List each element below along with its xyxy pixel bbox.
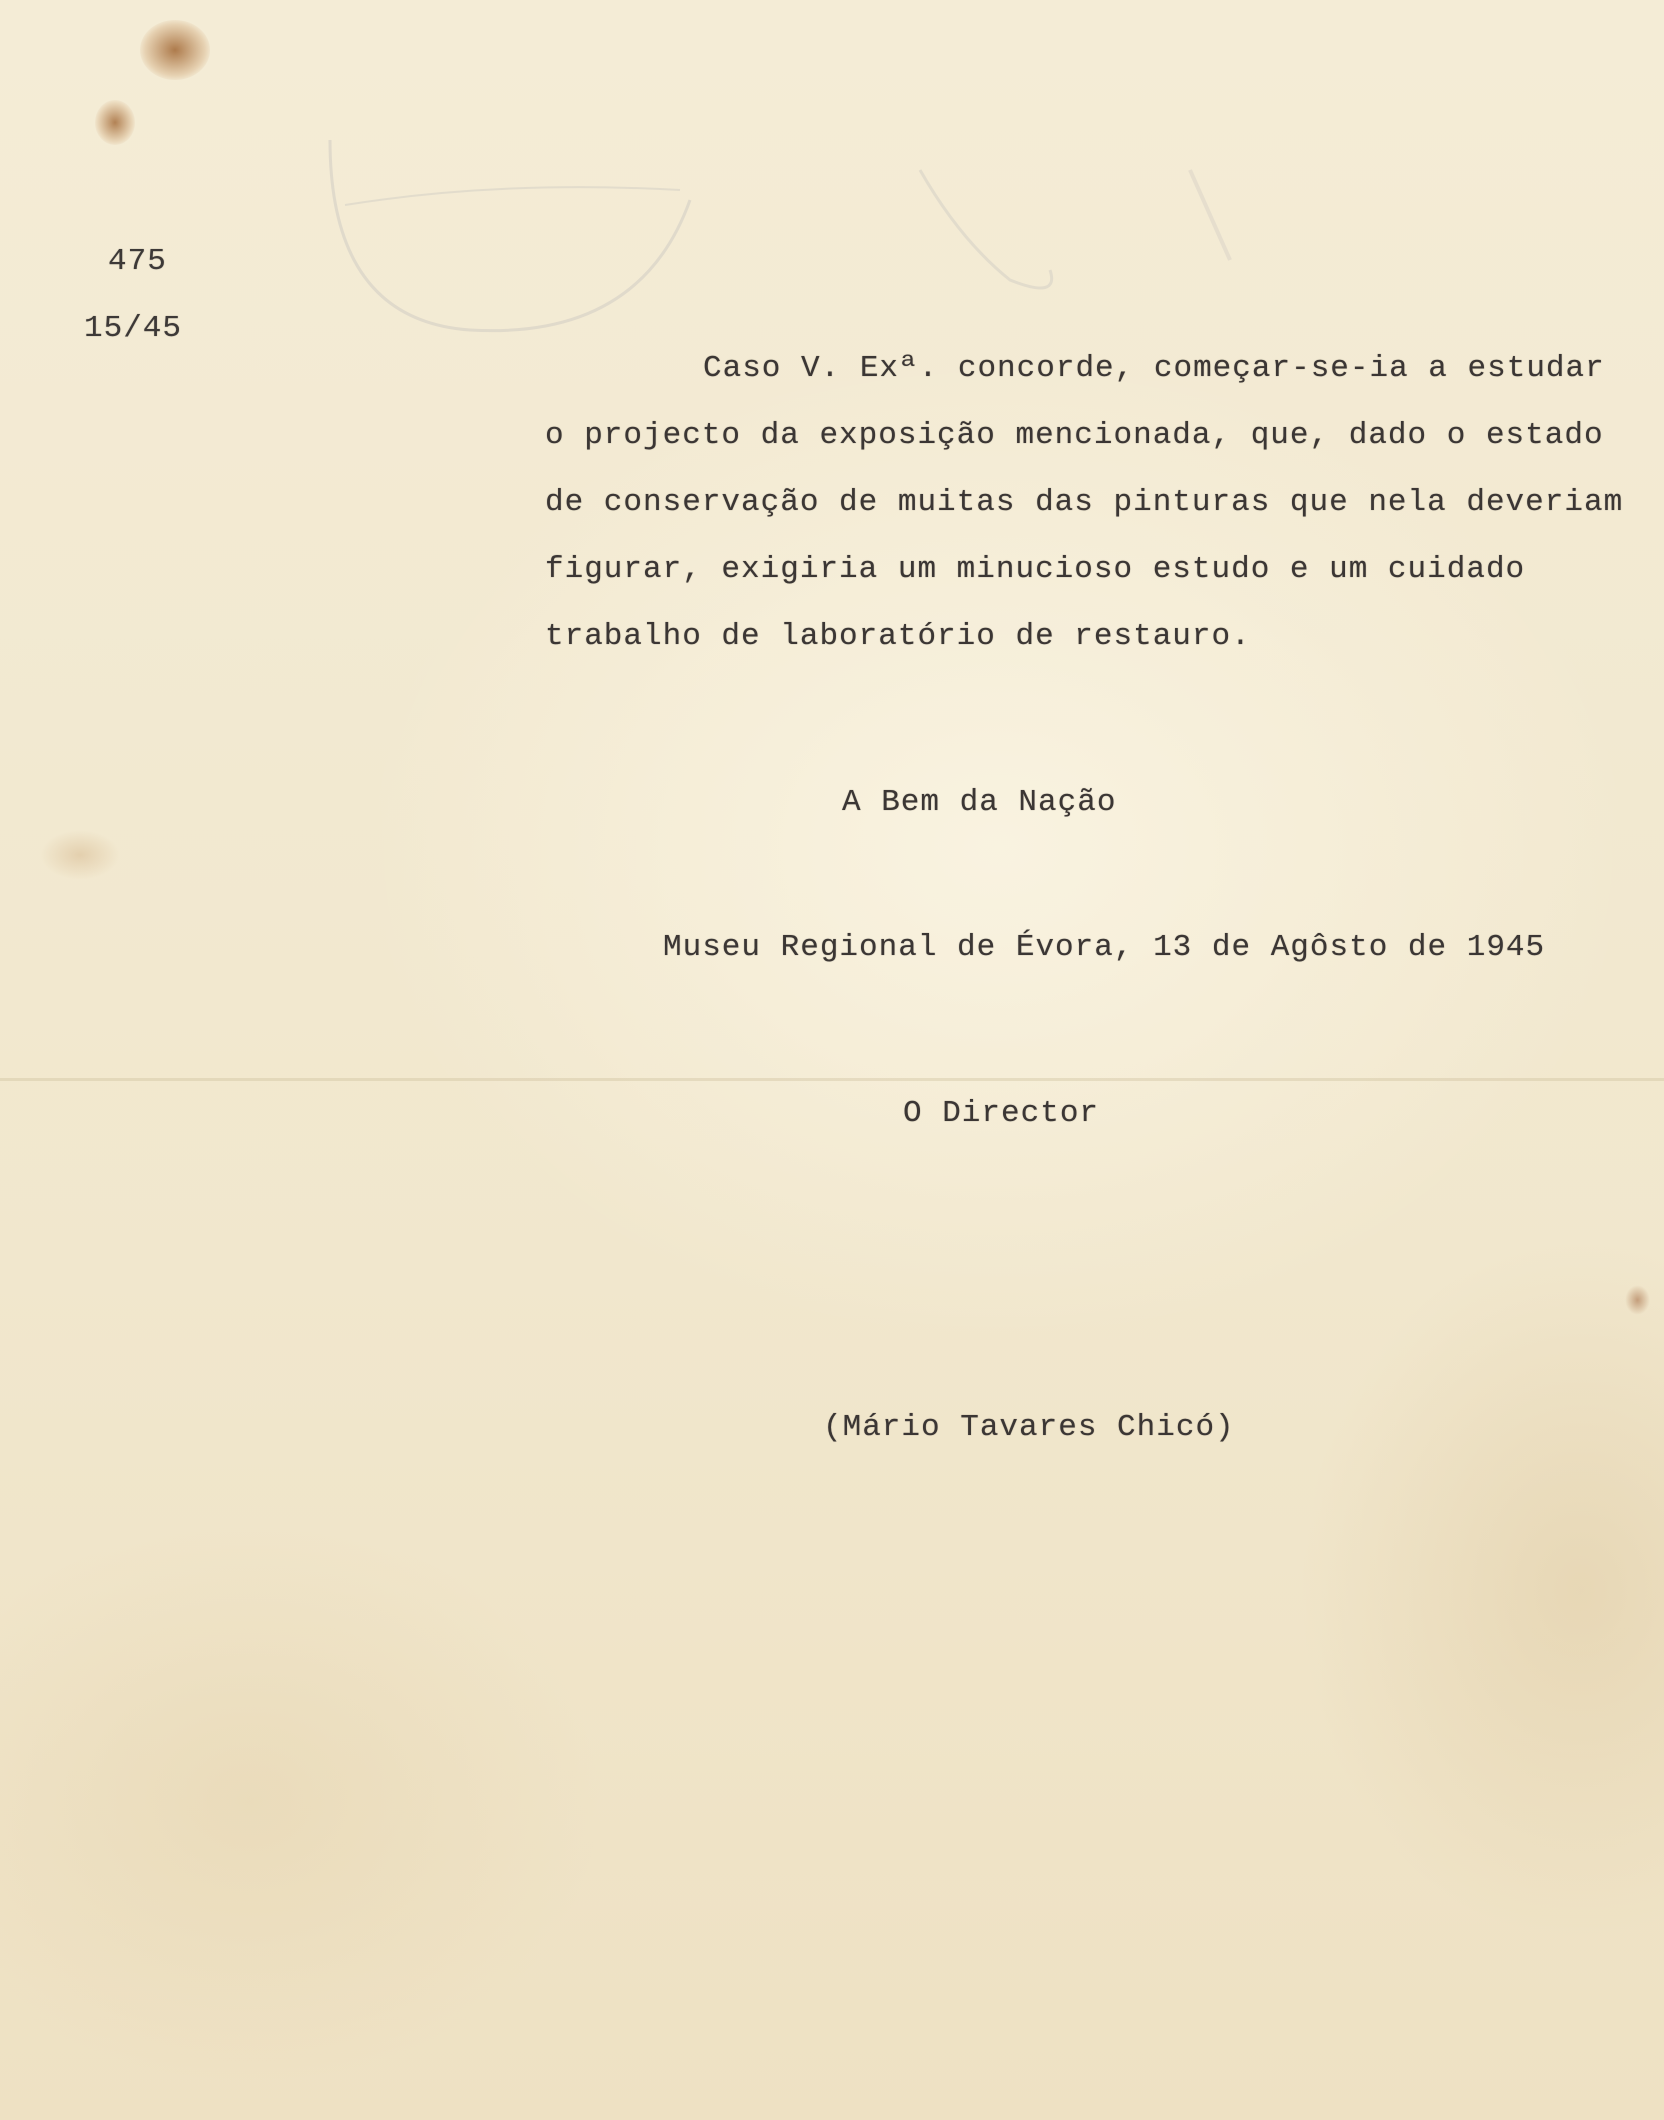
reference-code: 15/45 xyxy=(84,311,183,346)
letter-line: o projecto da exposição mencionada, que, dado o estado xyxy=(545,418,1604,453)
letter-line: Caso V. Exª. concorde, começar-se-ia a estudar xyxy=(703,351,1605,386)
letter-line: trabalho de laboratório de restauro. xyxy=(545,619,1251,654)
foxing-spot xyxy=(40,830,120,880)
signatory-name: (Mário Tavares Chicó) xyxy=(823,1410,1235,1445)
show-through-marks xyxy=(0,0,1664,360)
paper-fold-line xyxy=(0,1078,1664,1081)
letter-line: figurar, exigiria um minucioso estudo e um cuidado xyxy=(545,552,1526,587)
foxing-spot xyxy=(1625,1285,1650,1315)
document-number: 475 xyxy=(108,244,167,279)
letter-line: de conservação de muitas das pinturas que nela deveriam xyxy=(545,485,1624,520)
signatory-title: O Director xyxy=(903,1096,1100,1131)
salutation: A Bem da Nação xyxy=(842,785,1117,820)
place-and-date: Museu Regional de Évora, 13 de Agôsto de 1945 xyxy=(663,930,1546,965)
